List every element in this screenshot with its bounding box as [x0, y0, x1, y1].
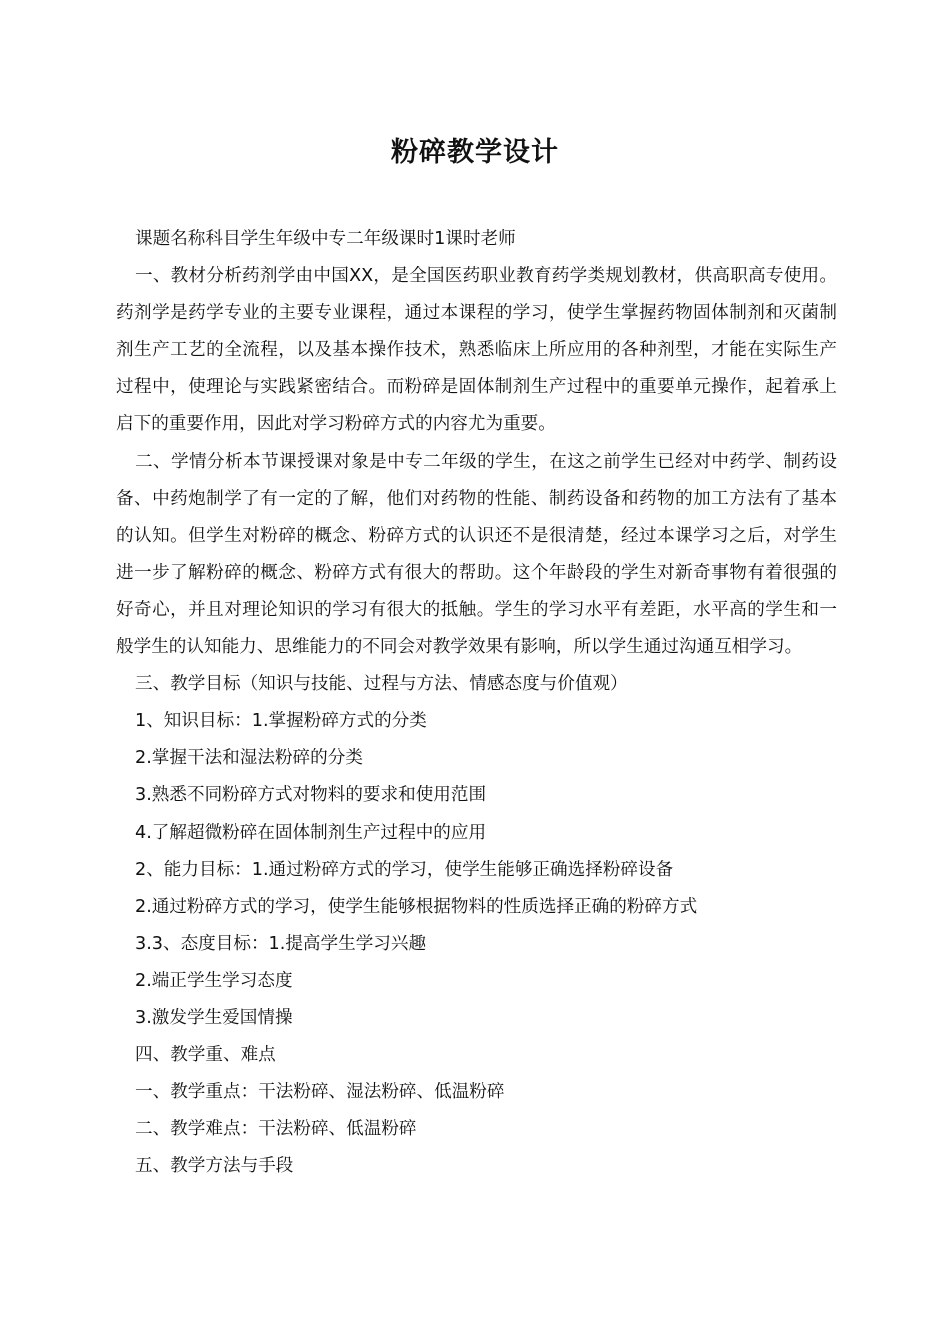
key-points-item: 一、教学重点：干法粉碎、湿法粉碎、低温粉碎 — [135, 1082, 505, 1103]
attitude-goal-item: 3.激发学生爱国情操 — [135, 1007, 293, 1028]
teaching-goals-heading: 三、教学目标（知识与技能、过程与方法、情感态度与价值观） — [135, 674, 628, 695]
course-info-paragraph: 课题名称科目学生年级中专二年级课时1课时老师 — [135, 229, 516, 249]
document-title: 粉碎教学设计 — [391, 137, 559, 168]
teaching-methods-heading: 五、教学方法与手段 — [135, 1156, 294, 1177]
document-body — [116, 221, 837, 1185]
attitude-goal-item: 3.3、态度目标：1.提高学生学习兴趣 — [135, 933, 427, 954]
knowledge-goal-item: 4.了解超微粉碎在固体制剂生产过程中的应用 — [135, 822, 487, 843]
ability-goal-item: 2、能力目标：1.通过粉碎方式的学习，使学生能够正确选择粉碎设备 — [135, 859, 674, 880]
textbook-analysis-paragraph: 一、教材分析药剂学由中国XX，是全国医药职业教育药学类规划教材，供高职高专使用。药剂学是药学专业的主要专业课程，通过本课程的学习，使学生掌握药物固体制剂和灭菌制剂生产工艺的全流程，以及基本操作技术，熟悉临床上所应用的各种剂型，才能在实际生产过程中，使理论与实践紧密结合。而粉碎是固体制剂生产过程中的重要单元操作，起着承上启下的重要作用，因此对学习粉碎方式的内容尤为重要。 — [116, 266, 837, 435]
difficult-points-item: 二、教学难点：干法粉碎、低温粉碎 — [135, 1119, 417, 1140]
student-analysis-paragraph: 二、学情分析本节课授课对象是中专二年级的学生，在这之前学生已经对中药学、制药设备、中药炮制学了有一定的了解，他们对药物的性能、制药设备和药物的加工方法有了基本的认知。但学生对粉碎的概念、粉碎方式的认识还不是很清楚，经过本课学习之后，对学生进一步了解粉碎的概念、粉碎方式有很大的帮助。这个年龄段的学生对新奇事物有着很强的好奇心，并且对理论知识的学习有很大的抵触。学生的学习水平有差距，水平高的学生和一般学生的认知能力、思维能力的不同会对教学效果有影响，所以学生通过沟通互相学习。 — [116, 451, 837, 658]
ability-goal-item: 2.通过粉碎方式的学习，使学生能够根据物料的性质选择正确的粉碎方式 — [135, 896, 698, 917]
knowledge-goal-item: 2.掌握干法和湿法粉碎的分类 — [135, 748, 363, 769]
knowledge-goal-item: 1、知识目标：1.掌握粉碎方式的分类 — [135, 711, 427, 732]
attitude-goal-item: 2.端正学生学习态度 — [135, 970, 293, 991]
knowledge-goal-item: 3.熟悉不同粉碎方式对物料的要求和使用范围 — [135, 785, 487, 806]
key-points-heading: 四、教学重、难点 — [135, 1045, 276, 1066]
